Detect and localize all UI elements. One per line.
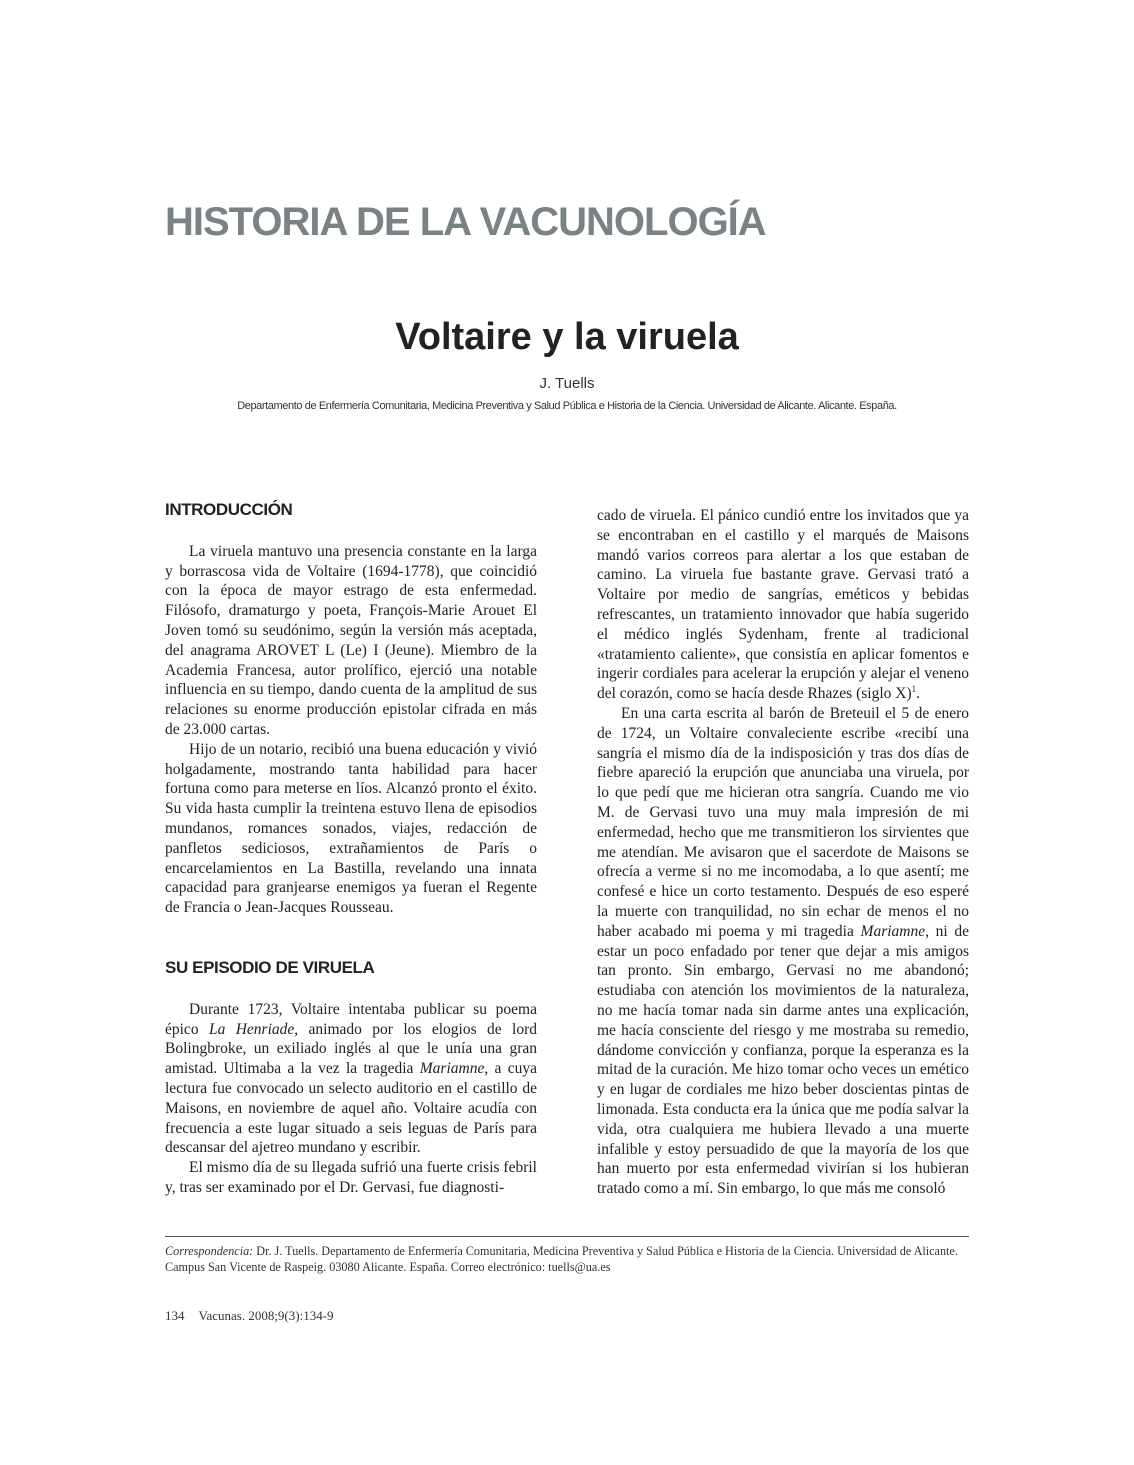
- reference-marker[interactable]: 1: [911, 684, 917, 695]
- page-footer: [165, 1308, 334, 1324]
- episode-paragraph-1: [165, 1000, 537, 1158]
- right-column: [597, 506, 969, 1199]
- episode-paragraph-1-part-a: Durante 1723, Voltaire intentaba publicar su poema épico: [165, 1000, 537, 1038]
- section-title: HISTORIA DE LA VACUNOLOGÍA: [165, 200, 766, 244]
- henriade-title: La Henriade: [208, 1020, 295, 1038]
- episode-paragraph-1-part-b: , animado por los elogios de lord Bolingbroke, un exiliado inglés al que le unía una gran amistad. Ultimaba a la vez la tragedia: [165, 1020, 537, 1078]
- journal-citation: Vacunas. 2008;9(3):134-9: [198, 1308, 334, 1323]
- page-number: 134: [165, 1308, 185, 1323]
- episode-heading: SU EPISODIO DE VIRUELA: [165, 957, 375, 977]
- right-paragraph-2: [597, 704, 969, 1199]
- episode-paragraph-1-part-c: , a cuya lectura fue convocado un selecto auditorio en el castillo de Maisons, en noviembre de aquel año. Voltaire acudía con frecuencia a este lugar situado a seis leguas de París para descansar del ajetreo mundano y escribir.: [165, 1060, 537, 1157]
- right-paragraph-1-end: .: [916, 685, 920, 703]
- article-title: Voltaire y la viruela: [395, 316, 739, 358]
- author-affiliation: Departamento de Enfermería Comunitaria, Medicina Preventiva y Salud Pública e Historia de la Ciencia. Universidad de Alicante. Alicante. España.: [237, 400, 897, 412]
- intro-paragraph-2: Hijo de un notario, recibió una buena educación y vivió holgadamente, mostrando tanta habilidad para hacer fortuna como para meterse en líos. Alcanzó pronto el éxito. Su vida hasta cumplir la treintena estuvo llena de episodios mundanos, romances sonados, viajes, redacción de panfletos sediciosos, extrañamientos de París o encarcelamientos en La Bastilla, revelando una innata capacidad para granjearse enemigos ya fueran el Regente de Francia o Jean-Jacques Rousseau.: [165, 740, 537, 917]
- mariamne-title: Mariamne: [419, 1060, 485, 1078]
- author-name: J. Tuells: [539, 375, 595, 392]
- correspondence-text: Dr. J. Tuells. Departamento de Enfermería Comunitaria, Medicina Preventiva y Salud Pública e Historia de la Ciencia. Universidad de Alicante. Campus San Vicente de Raspeig. 03080 Alicante. España. Correo electrónico: tuells@ua.es: [165, 1244, 958, 1274]
- right-paragraph-2-part-a: En una carta escrita al barón de Breteuil el 5 de enero de 1724, un Voltaire convaleciente escribe «recibí una sangría el mismo día de la indisposición y tras dos días de fiebre apareció la erupción que anunciaba una viruela, por lo que pedí que me hicieran otra sangría. Cuando me vio M. de Gervasi tuvo una muy mala impresión de mi enfermedad, hecho que me transmitieron los sirvientes que me atendían. Me avisaron que el sacerdote de Maisons se ofrecía a verme si no me incomodaba, a lo que asentí; me confesé e hice un corto testamento. Después de eso esperé la muerte con tranquilidad, no sin echar de menos el no haber acabado mi poema y mi tragedia: [597, 704, 969, 940]
- footnote-divider: [165, 1236, 969, 1237]
- mariamne-title-2: Mariamne: [860, 922, 926, 940]
- intro-paragraph-1: La viruela mantuvo una presencia constante en la larga y borrascosa vida de Voltaire (1694-1778), que coincidió con la época de mayor estrago de esta enfermedad. Filósofo, dramaturgo y poeta, François-Marie Arouet El Joven tomó su seudónimo, según la versión más aceptada, del anagrama AROVET L (Le) I (Jeune). Miembro de la Academia Francesa, autor prolífico, ejerció una notable influencia en su tiempo, dando cuenta de la amplitud de sus relaciones su enorme producción epistolar cifrada en más de 23.000 cartas.: [165, 542, 537, 738]
- right-paragraph-1-text: cado de viruela. El pánico cundió entre los invitados que ya se encontraban en el castillo y el marqués de Maisons mandó varios correos para alertar a los que estaban de camino. La viruela fue bastante grave. Gervasi trató a Voltaire por medio de sangrías, eméticos y bebidas refrescantes, un tratamiento innovador que había sugerido el médico inglés Sydenham, frente al tradicional «tratamiento caliente», que consistía en aplicar fomentos e ingerir cordiales para acelerar la erupción y alejar el veneno del corazón, como se hacía desde Rhazes (siglo X): [597, 507, 969, 703]
- correspondence-label: Correspondencia:: [165, 1244, 254, 1258]
- right-paragraph-1: [597, 506, 969, 704]
- left-column: [165, 500, 537, 1198]
- right-paragraph-2-part-b: , ni de estar un poco enfadado por tener que dejar a mis amigos tan pronto. Sin embargo, Gervasi no me abandonó; estudiaba con atención los movimientos de la naturaleza, no me hacía tomar nada sin darme antes una explicación, me hacía consciente del riesgo y me mostraba su remedio, dándome convicción y confianza, porque la esperanza es la mitad de la curación. Me hizo tomar ocho veces un emético y en lugar de cordiales me hizo beber doscientas pintas de limonada. Esta conducta era la única que me podía salvar la vida, otra cualquiera me hubiera llevado a una muerte infalible y estoy persuadido de que la mayoría de los que han muerto por esta enfermedad vivirían si los hubieran tratado como a mí. Sin embargo, lo que más me consoló: [597, 922, 969, 1198]
- episode-paragraph-2: El mismo día de su llegada sufrió una fuerte crisis febril y, tras ser examinado por el Dr. Gervasi, fue diagnosti-: [165, 1159, 537, 1196]
- intro-heading: INTRODUCCIÓN: [165, 500, 293, 519]
- correspondence-note: [165, 1243, 969, 1275]
